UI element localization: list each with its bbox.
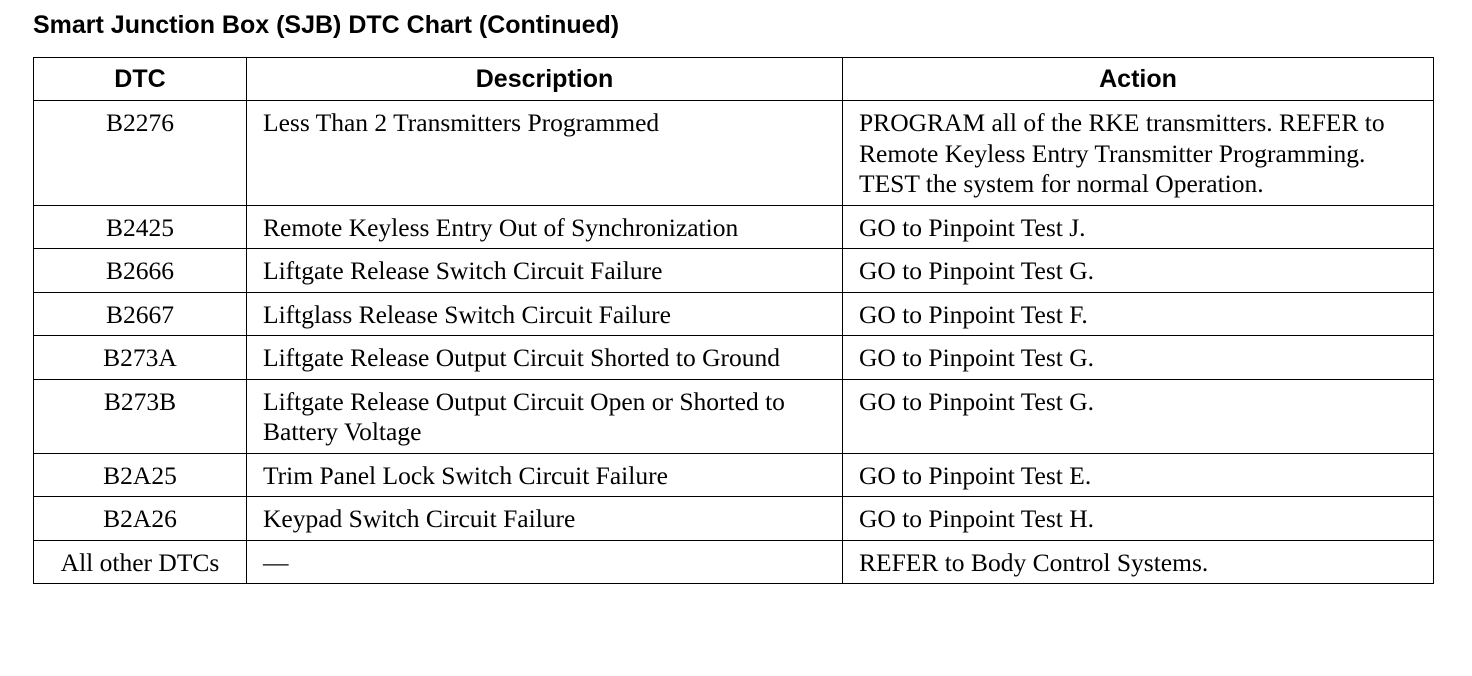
description-cell: Trim Panel Lock Switch Circuit Failure bbox=[247, 453, 843, 497]
description-cell: Keypad Switch Circuit Failure bbox=[247, 497, 843, 541]
table-row bbox=[34, 205, 1434, 249]
dtc-cell: B273B bbox=[34, 379, 247, 453]
column-header-description: Description bbox=[247, 58, 843, 101]
action-cell: GO to Pinpoint Test G. bbox=[843, 379, 1434, 453]
dtc-cell: B2A26 bbox=[34, 497, 247, 541]
table-row bbox=[34, 379, 1434, 453]
action-cell: REFER to Body Control Systems. bbox=[843, 540, 1434, 584]
action-cell: PROGRAM all of the RKE transmitters. REFER to Remote Keyless Entry Transmitter Programming. TEST the system for normal Operation. bbox=[843, 101, 1434, 206]
action-cell: GO to Pinpoint Test H. bbox=[843, 497, 1434, 541]
action-cell: GO to Pinpoint Test G. bbox=[843, 336, 1434, 380]
description-cell: Liftglass Release Switch Circuit Failure bbox=[247, 292, 843, 336]
description-cell: Liftgate Release Switch Circuit Failure bbox=[247, 249, 843, 293]
dtc-cell: B2667 bbox=[34, 292, 247, 336]
dtc-cell: B2276 bbox=[34, 101, 247, 206]
action-cell: GO to Pinpoint Test F. bbox=[843, 292, 1434, 336]
dtc-cell: B273A bbox=[34, 336, 247, 380]
table-row bbox=[34, 336, 1434, 380]
description-cell: Less Than 2 Transmitters Programmed bbox=[247, 101, 843, 206]
table-row bbox=[34, 101, 1434, 206]
description-cell: — bbox=[247, 540, 843, 584]
table-row bbox=[34, 453, 1434, 497]
action-cell: GO to Pinpoint Test J. bbox=[843, 205, 1434, 249]
action-cell: GO to Pinpoint Test E. bbox=[843, 453, 1434, 497]
description-cell: Liftgate Release Output Circuit Shorted to Ground bbox=[247, 336, 843, 380]
table-row bbox=[34, 497, 1434, 541]
table-row bbox=[34, 249, 1434, 293]
page-title: Smart Junction Box (SJB) DTC Chart (Continued) bbox=[33, 11, 620, 39]
action-cell: GO to Pinpoint Test G. bbox=[843, 249, 1434, 293]
table-row bbox=[34, 292, 1434, 336]
table-header-row bbox=[34, 58, 1434, 101]
dtc-cell: All other DTCs bbox=[34, 540, 247, 584]
dtc-cell: B2666 bbox=[34, 249, 247, 293]
column-header-action: Action bbox=[843, 58, 1434, 101]
dtc-chart-table bbox=[33, 57, 1434, 584]
column-header-dtc: DTC bbox=[34, 58, 247, 101]
description-cell: Remote Keyless Entry Out of Synchronization bbox=[247, 205, 843, 249]
dtc-cell: B2425 bbox=[34, 205, 247, 249]
description-cell: Liftgate Release Output Circuit Open or Shorted to Battery Voltage bbox=[247, 379, 843, 453]
table-row bbox=[34, 540, 1434, 584]
dtc-cell: B2A25 bbox=[34, 453, 247, 497]
